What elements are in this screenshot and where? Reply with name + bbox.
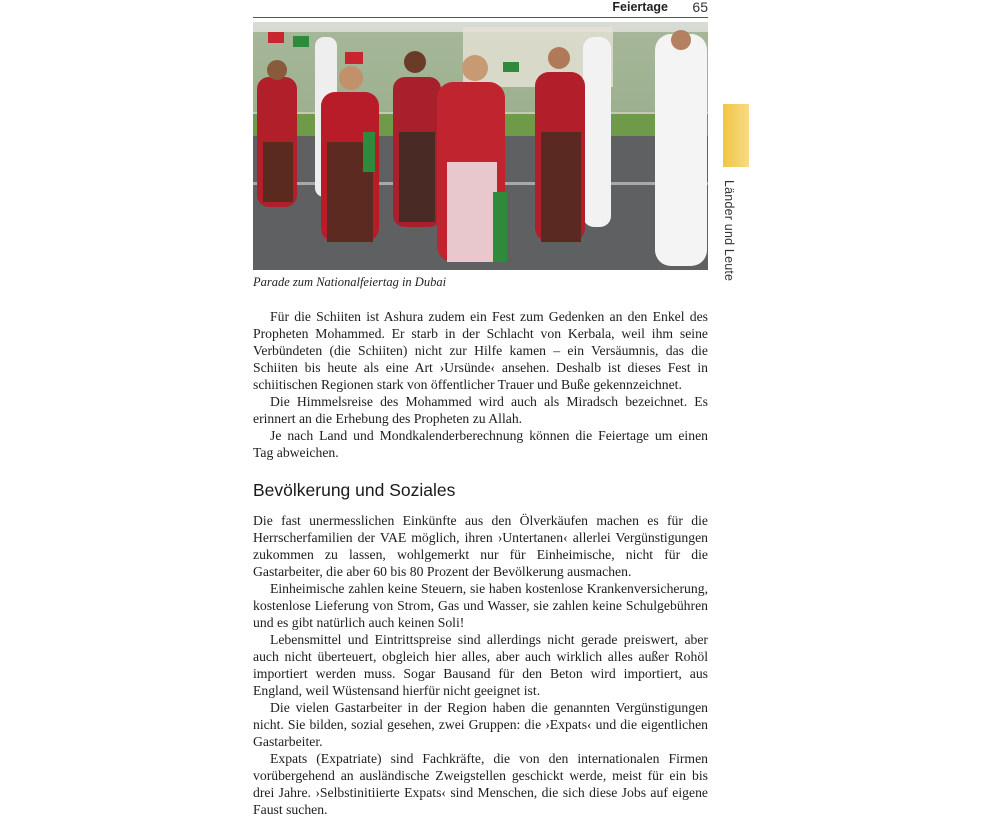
parade-illustration [253, 22, 708, 270]
section-side-label: Länder und Leute [722, 180, 736, 282]
section-tab-marker [723, 104, 749, 167]
paragraph: Je nach Land und Mondkalenderberechnung können die Feiertage um einen Tag abweichen. [253, 428, 708, 460]
section-heading: Bevölkerung und Soziales [253, 480, 456, 500]
paragraph: Lebensmittel und Eintrittspreise sind allerdings nicht gerade preiswert, aber auch nicht überteuert, obgleich hier alles, aber auch wirklich alles außer Rohöl importiert werden muss. Sogar Bausand für den Beton wird importiert, aus England, weil Wüstensand hierfür nicht geeignet ist. [253, 632, 708, 698]
page-header [253, 0, 708, 18]
paragraph: Für die Schiiten ist Ashura zudem ein Fest zum Gedenken an den Enkel des Propheten Mohammed. Er starb in der Schlacht von Kerbala, weil ihm seine Verbündeten (die Schiiten) nicht zur Hilfe kamen – ein Versäumnis, das die Schiiten bis heute als eine Art ›Ursünde‹ ansehen. Deshalb ist dieses Fest in schiitischen Regionen stark von öffentlicher Trauer und Buße gekennzeichnet. [253, 309, 708, 392]
paragraph: Expats (Expatriate) sind Fachkräfte, die von den internationalen Firmen vorübergehend an ausländische Zweigstellen geschickt werde, meist für ein bis drei Jahre. ›Selbstinitiierte Expats‹ sind Menschen, die sich diese Jobs auf eigene Faust suchen. [253, 751, 708, 817]
parade-photo [253, 22, 708, 270]
paragraph: Die vielen Gastarbeiter in der Region haben die genannten Vergünstigungen nicht. Sie bilden, sozial gesehen, zwei Gruppen: die ›Expats‹ und die eigentlichen Gastarbeiter. [253, 700, 708, 749]
paragraph: Die Himmelsreise des Mohammed wird auch als Miradsch bezeichnet. Es erinnert an die Erhebung des Propheten zu Allah. [253, 394, 708, 426]
section-text [253, 512, 708, 818]
paragraph: Einheimische zahlen keine Steuern, sie haben kostenlose Krankenversicherung, kostenlose Lieferung von Strom, Gas und Wasser, sie zahlen keine Schulgebühren und es gibt natürlich auch keinen Soli! [253, 581, 708, 630]
photo-caption: Parade zum Nationalfeiertag in Dubai [253, 275, 447, 289]
paragraph: Die fast unermesslichen Einkünfte aus den Ölverkäufen machen es für die Herrscherfamilien der VAE möglich, ihren ›Untertanen‹ allerlei Vergünstigungen zukommen zu lassen, wohlgemerkt nur für Einheimische, nicht für die Gastarbeiter, die aber 60 bis 80 Prozent der Bevölkerung ausmachen. [253, 513, 708, 579]
page-number: 65 [692, 0, 708, 15]
running-title: Feiertage [612, 0, 668, 14]
intro-text [253, 308, 708, 461]
